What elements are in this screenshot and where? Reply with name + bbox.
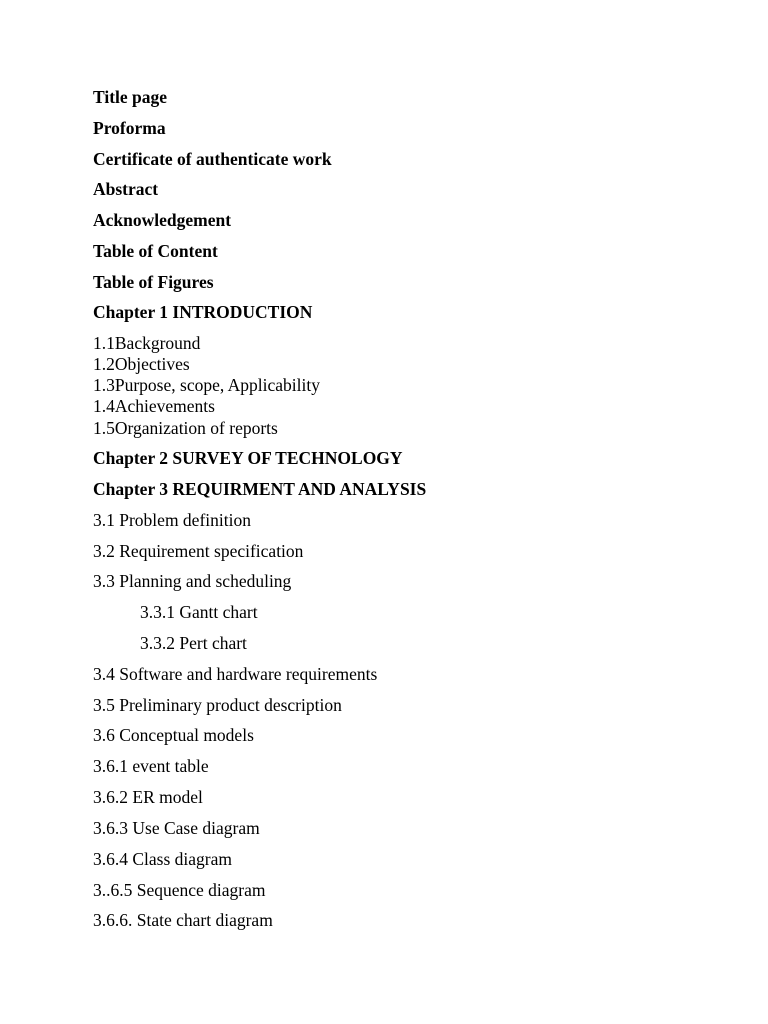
toc-subentry: 3..6.5 Sequence diagram <box>93 880 266 900</box>
toc-subentry: 3.3 Planning and scheduling <box>93 571 292 591</box>
toc-entry-acknowledgement: Acknowledgement <box>93 210 232 230</box>
chapter-heading: Chapter 2 SURVEY OF TECHNOLOGY <box>93 448 403 468</box>
toc-entry-title-page: Title page <box>93 87 168 107</box>
toc-subentry: 3.6.4 Class diagram <box>93 849 233 869</box>
toc-subentry: 3.4 Software and hardware requirements <box>93 664 378 684</box>
toc-subentry: 3.5 Preliminary product description <box>93 695 342 715</box>
toc-subentry: 3.6 Conceptual models <box>93 725 254 745</box>
toc-entry-abstract: Abstract <box>93 179 159 199</box>
toc-subentry: 1.2Objectives <box>93 354 190 374</box>
toc-subentry: 3.6.2 ER model <box>93 787 203 807</box>
toc-subentry: 3.6.1 event table <box>93 756 209 776</box>
chapter-heading: Chapter 3 REQUIRMENT AND ANALYSIS <box>93 479 427 499</box>
toc-subentry: 1.5Organization of reports <box>93 418 278 438</box>
toc-entry-proforma: Proforma <box>93 118 166 138</box>
toc-entry-table-of-figures: Table of Figures <box>93 272 214 292</box>
toc-subentry: 3.1 Problem definition <box>93 510 251 530</box>
toc-subentry: 3.2 Requirement specification <box>93 541 304 561</box>
toc-subentry: 1.3Purpose, scope, Applicability <box>93 375 320 395</box>
toc-subentry: 3.6.6. State chart diagram <box>93 910 273 930</box>
toc-entry-certificate: Certificate of authenticate work <box>93 149 332 169</box>
toc-subentry: 1.4Achievements <box>93 396 215 416</box>
toc-subentry-nested: 3.3.2 Pert chart <box>140 633 247 653</box>
toc-subentry: 1.1Background <box>93 333 201 353</box>
toc-entry-table-of-content: Table of Content <box>93 241 218 261</box>
toc-subentry-nested: 3.3.1 Gantt chart <box>140 602 258 622</box>
chapter-heading: Chapter 1 INTRODUCTION <box>93 302 313 322</box>
toc-subentry: 3.6.3 Use Case diagram <box>93 818 260 838</box>
